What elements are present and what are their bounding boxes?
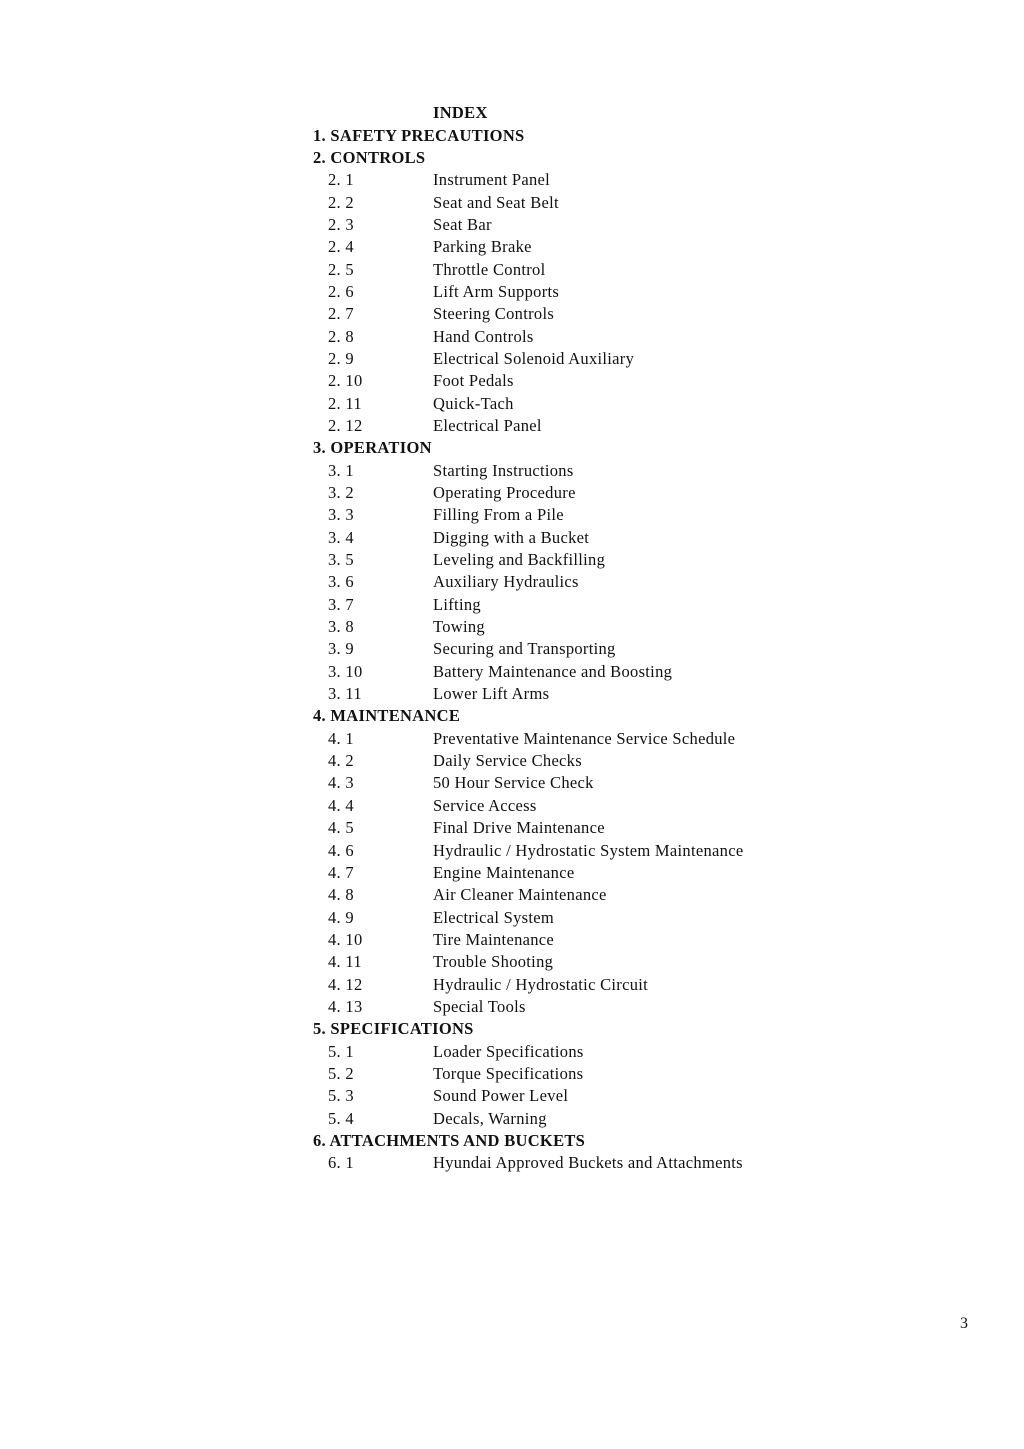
entry-number: 4. 13 (328, 996, 363, 1016)
toc-entry (313, 638, 813, 660)
entry-number: 2. 12 (328, 415, 363, 435)
toc-entry (313, 326, 813, 348)
entry-title: Decals, Warning (433, 1108, 547, 1128)
entry-number: 3. 10 (328, 661, 363, 681)
entry-title: Instrument Panel (433, 170, 551, 190)
entry-title: Preventative Maintenance Service Schedule (433, 728, 736, 748)
entry-number: 2. 7 (328, 304, 354, 324)
entry-number: 5. 4 (328, 1108, 354, 1128)
toc-entry (313, 840, 813, 862)
section-heading: 4. MAINTENANCE (313, 706, 461, 726)
toc-entry (313, 594, 813, 616)
entry-title: Sound Power Level (433, 1086, 569, 1106)
toc-entry (313, 1041, 813, 1063)
toc-entry (313, 884, 813, 906)
entry-number: 4. 1 (328, 728, 354, 748)
entry-number: 4. 11 (328, 952, 362, 972)
toc-entry (313, 1085, 813, 1107)
entry-number: 2. 8 (328, 326, 354, 346)
section-heading: 6. ATTACHMENTS AND BUCKETS (313, 1130, 586, 1150)
entry-number: 3. 9 (328, 639, 354, 659)
entry-number: 2. 11 (328, 393, 362, 413)
entry-number: 3. 11 (328, 684, 362, 704)
entry-title: Special Tools (433, 996, 526, 1016)
toc-entry (313, 460, 813, 482)
entry-number: 2. 6 (328, 281, 354, 301)
entry-number: 4. 12 (328, 974, 363, 994)
toc-entry (313, 303, 813, 325)
section-heading: 1. SAFETY PRECAUTIONS (313, 125, 525, 145)
entry-title: Hyundai Approved Buckets and Attachments (433, 1153, 743, 1173)
toc-entry (313, 214, 813, 236)
toc-entry (313, 728, 813, 750)
entry-number: 4. 5 (328, 818, 354, 838)
entry-number: 4. 2 (328, 751, 354, 771)
entry-title: Auxiliary Hydraulics (433, 572, 579, 592)
toc-entry (313, 504, 813, 526)
entry-number: 6. 1 (328, 1153, 354, 1173)
entry-number: 3. 5 (328, 550, 354, 570)
toc-entry (313, 974, 813, 996)
toc-entry (313, 862, 813, 884)
entry-number: 4. 7 (328, 862, 354, 882)
entry-title: Tire Maintenance (433, 929, 555, 949)
entry-number: 2. 1 (328, 170, 354, 190)
toc-entry (313, 236, 813, 258)
toc-entry (313, 259, 813, 281)
entry-title: Battery Maintenance and Boosting (433, 661, 673, 681)
entry-number: 3. 7 (328, 594, 354, 614)
toc-entry (313, 348, 813, 370)
table-of-contents (313, 125, 813, 1175)
entry-title: Leveling and Backfilling (433, 550, 606, 570)
toc-entry (313, 1152, 813, 1174)
entry-title: Securing and Transporting (433, 639, 616, 659)
entry-number: 4. 4 (328, 795, 354, 815)
entry-number: 5. 3 (328, 1086, 354, 1106)
toc-entry (313, 1108, 813, 1130)
entry-title: Torque Specifications (433, 1063, 584, 1083)
entry-number: 3. 8 (328, 617, 354, 637)
section-heading: 5. SPECIFICATIONS (313, 1019, 474, 1039)
toc-entry (313, 907, 813, 929)
entry-number: 2. 9 (328, 348, 354, 368)
entry-number: 5. 1 (328, 1041, 354, 1061)
toc-entry (313, 281, 813, 303)
entry-title: Lift Arm Supports (433, 281, 560, 301)
toc-entry (313, 571, 813, 593)
entry-title: 50 Hour Service Check (433, 773, 594, 793)
entry-title: Operating Procedure (433, 483, 576, 502)
entry-number: 2. 2 (328, 192, 354, 212)
entry-number: 2. 4 (328, 237, 354, 257)
toc-entry (313, 817, 813, 839)
toc-entry (313, 996, 813, 1018)
toc-entry (313, 527, 813, 549)
entry-number: 5. 2 (328, 1063, 354, 1083)
entry-title: Service Access (433, 795, 537, 815)
entry-title: Daily Service Checks (433, 751, 582, 771)
entry-number: 4. 8 (328, 885, 354, 905)
entry-title: Electrical Solenoid Auxiliary (433, 348, 635, 368)
entry-number: 4. 10 (328, 929, 363, 949)
toc-entry (313, 929, 813, 951)
toc-entry (313, 370, 813, 392)
section-heading: 2. CONTROLS (313, 147, 426, 167)
entry-title: Quick-Tach (433, 393, 514, 413)
entry-number: 4. 3 (328, 773, 354, 793)
entry-number: 2. 3 (328, 214, 354, 234)
entry-number: 2. 10 (328, 371, 363, 391)
toc-entry (313, 169, 813, 191)
entry-number: 2. 5 (328, 259, 354, 279)
toc-entry (313, 795, 813, 817)
section-heading: 3. OPERATION (313, 438, 432, 458)
index-title: INDEX (433, 103, 488, 122)
toc-entry (313, 772, 813, 794)
entry-number: 3. 1 (328, 460, 354, 480)
entry-title: Hand Controls (433, 326, 534, 346)
entry-number: 4. 9 (328, 907, 354, 927)
entry-title: Starting Instructions (433, 460, 574, 480)
entry-title: Lifting (433, 594, 481, 614)
toc-entry (313, 415, 813, 437)
entry-title: Engine Maintenance (433, 862, 575, 882)
toc-entry (313, 393, 813, 415)
entry-number: 4. 6 (328, 840, 354, 860)
toc-entry (313, 482, 813, 504)
entry-title: Parking Brake (433, 237, 532, 257)
toc-entry (313, 951, 813, 973)
entry-title: Foot Pedals (433, 371, 514, 391)
entry-title: Seat Bar (433, 214, 492, 234)
entry-title: Air Cleaner Maintenance (433, 885, 607, 905)
entry-number: 3. 4 (328, 527, 354, 547)
entry-title: Digging with a Bucket (433, 527, 590, 547)
entry-title: Hydraulic / Hydrostatic Circuit (433, 974, 649, 994)
entry-title: Filling From a Pile (433, 505, 564, 525)
toc-entry (313, 549, 813, 571)
entry-title: Seat and Seat Belt (433, 192, 559, 212)
entry-number: 3. 3 (328, 505, 354, 525)
toc-entry (313, 192, 813, 214)
entry-title: Loader Specifications (433, 1041, 584, 1061)
toc-entry (313, 1063, 813, 1085)
entry-title: Lower Lift Arms (433, 684, 550, 704)
entry-title: Electrical Panel (433, 415, 542, 435)
entry-title: Trouble Shooting (433, 952, 554, 972)
entry-number: 3. 2 (328, 483, 354, 502)
entry-title: Towing (433, 617, 485, 637)
page-number: 3 (960, 1315, 968, 1332)
toc-entry (313, 661, 813, 683)
toc-entry (313, 683, 813, 705)
entry-title: Steering Controls (433, 304, 555, 324)
entry-title: Hydraulic / Hydrostatic System Maintenance (433, 840, 744, 860)
entry-title: Final Drive Maintenance (433, 818, 605, 838)
entry-title: Throttle Control (433, 259, 546, 279)
toc-entry (313, 616, 813, 638)
entry-title: Electrical System (433, 907, 555, 927)
entry-number: 3. 6 (328, 572, 354, 592)
toc-entry (313, 750, 813, 772)
